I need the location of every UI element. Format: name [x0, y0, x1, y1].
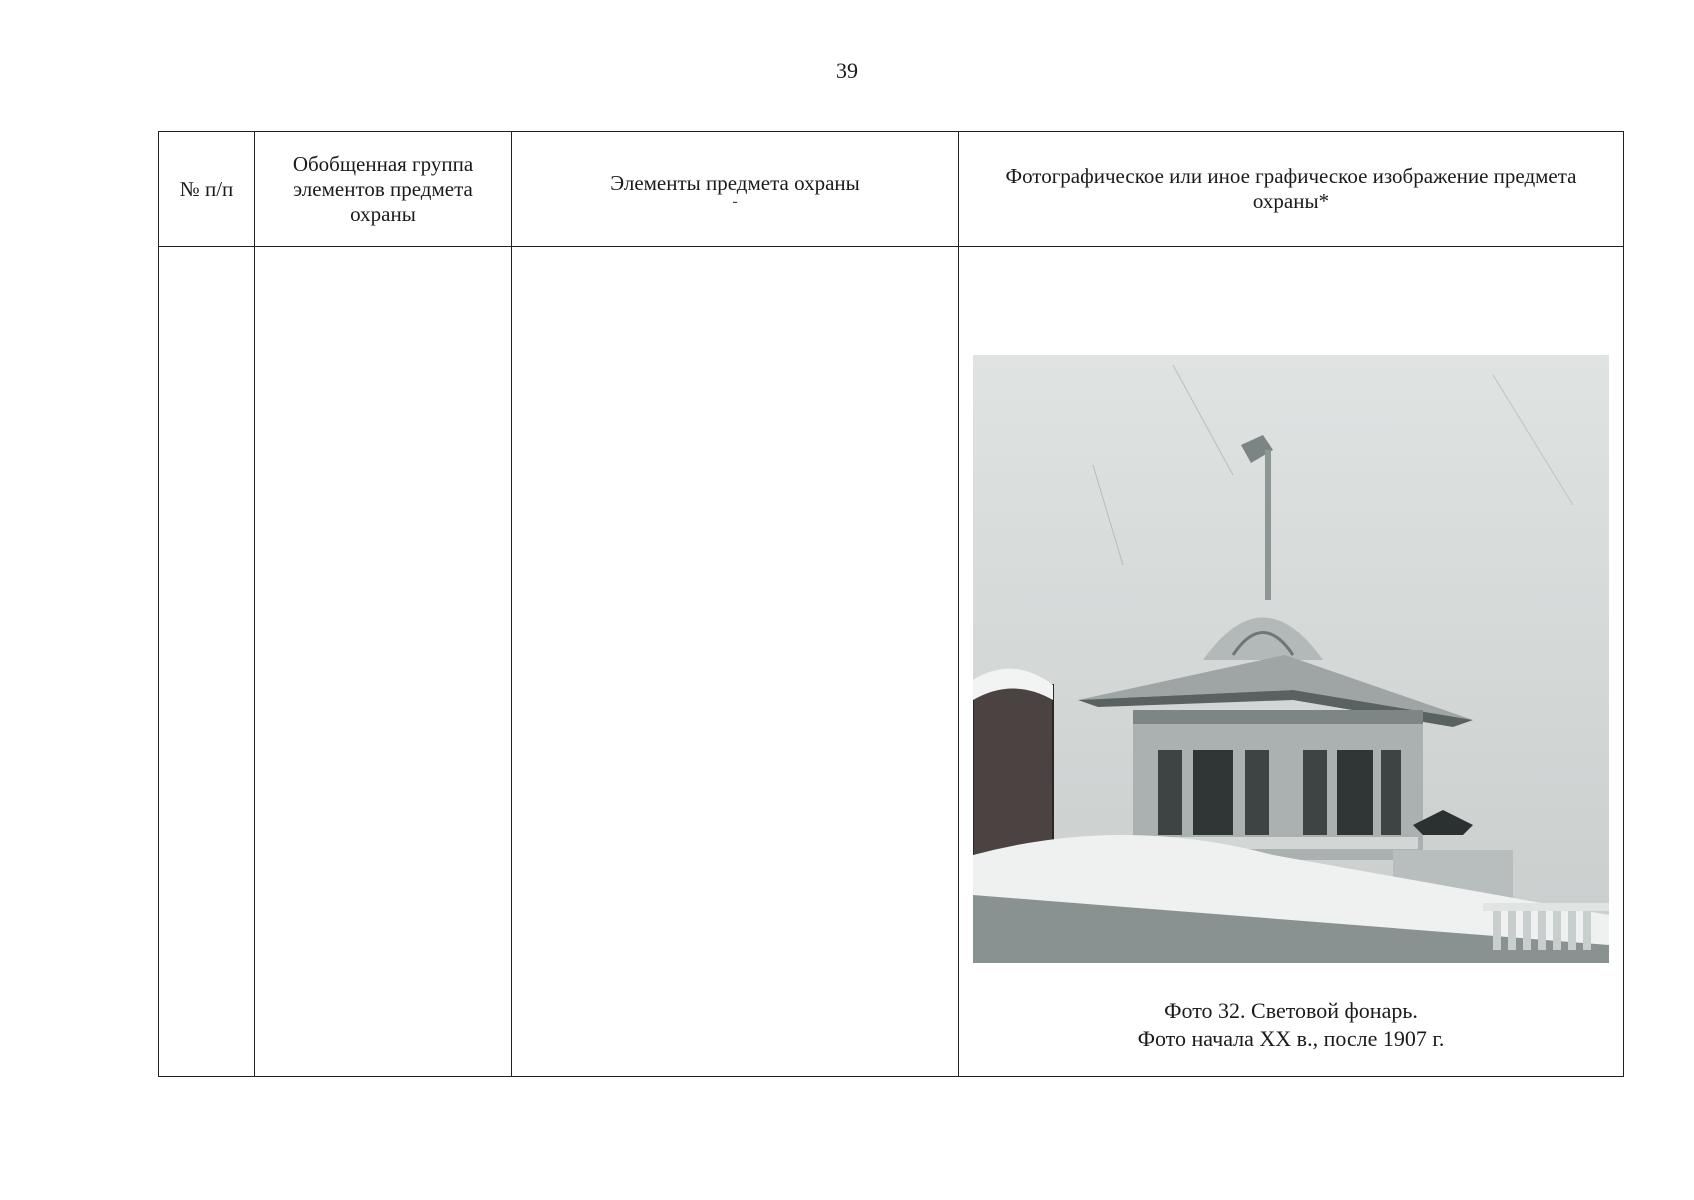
table-row — [159, 247, 1624, 1077]
photo-caption — [959, 997, 1623, 1053]
header-num — [159, 132, 255, 247]
cell-group — [255, 247, 512, 1077]
header-elements — [512, 132, 959, 247]
table-header-row — [159, 132, 1624, 247]
cell-elements — [512, 247, 959, 1077]
historic-photo — [973, 355, 1609, 963]
header-image-label: Фотографическое или иное графическое изображение предмета охраны* — [1005, 164, 1577, 213]
header-elements-label: Элементы предмета охраны — [610, 170, 860, 195]
cell-num — [159, 247, 255, 1077]
protection-table — [158, 131, 1624, 1077]
header-image — [959, 132, 1624, 247]
page-number: 39 — [836, 58, 858, 83]
header-group — [255, 132, 512, 247]
caption-line-2: Фото начала XX в., после 1907 г. — [1137, 1026, 1445, 1051]
caption-line-1: Фото 32. Световой фонарь. — [1164, 998, 1418, 1023]
header-group-label: Обобщенная группа элементов предмета охраны — [292, 151, 474, 226]
header-elements-mark: - — [732, 192, 738, 210]
cell-image — [959, 247, 1624, 1077]
header-num-label: № п/п — [179, 176, 234, 201]
